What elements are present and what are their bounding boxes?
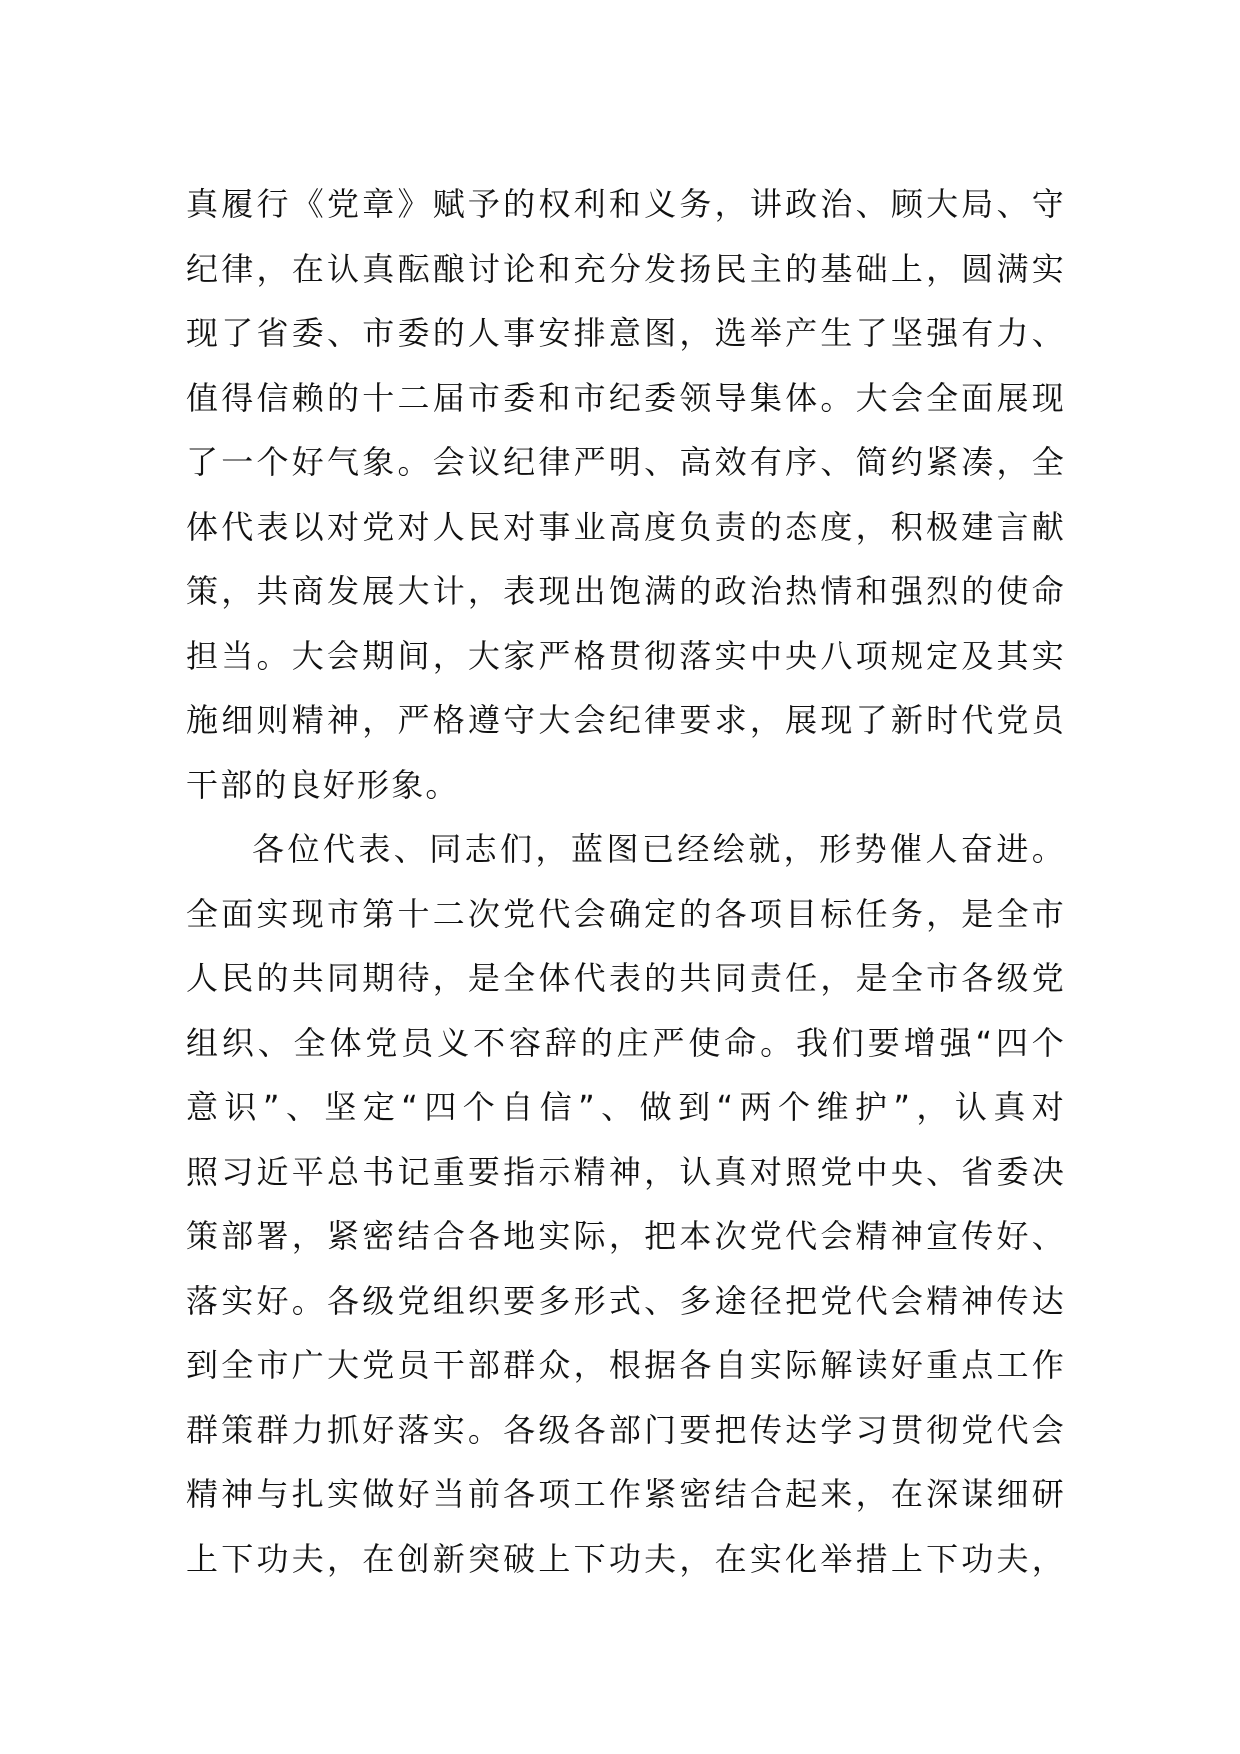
paragraph-line: 人民的共同期待，是全体代表的共同责任，是全市各级党 <box>186 959 1066 997</box>
paragraph-line: 了一个好气象。会议纪律严明、高效有序、简约紧凑，全 <box>186 443 1066 481</box>
paragraph-line: 组织、全体党员义不容辞的庄严使命。我们要增强“四个 <box>186 1023 1066 1062</box>
paragraph-first-line: 各位代表、同志们，蓝图已经绘就，形势催人奋进。 <box>252 830 1066 868</box>
paragraph-line: 到全市广大党员干部群众，根据各自实际解读好重点工作 <box>186 1346 1066 1384</box>
body-text <box>186 172 1066 1591</box>
paragraph-line: 施细则精神，严格遵守大会纪律要求，展现了新时代党员 <box>186 701 1066 739</box>
paragraph-line: 意识”、坚定“四个自信”、做到“两个维护”，认真对 <box>186 1088 1066 1126</box>
paragraph-line: 全面实现市第十二次党代会确定的各项目标任务，是全市 <box>186 894 1066 933</box>
paragraph-line: 落实好。各级党组织要多形式、多途径把党代会精神传达 <box>186 1281 1066 1320</box>
paragraph-line: 策部署，紧密结合各地实际，把本次党代会精神宣传好、 <box>186 1217 1066 1255</box>
paragraph-line: 担当。大会期间，大家严格贯彻落实中央八项规定及其实 <box>186 636 1066 675</box>
paragraph-line: 体代表以对党对人民对事业高度负责的态度，积极建言献 <box>186 507 1066 546</box>
paragraph-line: 上下功夫，在创新突破上下功夫，在实化举措上下功夫， <box>186 1539 1066 1578</box>
paragraph-line: 照习近平总书记重要指示精神，认真对照党中央、省委决 <box>186 1152 1066 1191</box>
paragraph-line: 真履行《党章》赋予的权利和义务，讲政治、顾大局、守 <box>186 185 1066 223</box>
paragraph-line: 群策群力抓好落实。各级各部门要把传达学习贯彻党代会 <box>186 1410 1066 1449</box>
paragraph-line: 值得信赖的十二届市委和市纪委领导集体。大会全面展现 <box>186 378 1066 417</box>
paragraph-line: 纪律，在认真酝酿讨论和充分发扬民主的基础上，圆满实 <box>186 249 1066 288</box>
paragraph-line: 精神与扎实做好当前各项工作紧密结合起来，在深谋细研 <box>186 1475 1066 1513</box>
paragraph-line: 干部的良好形象。 <box>186 765 460 804</box>
paragraph-line: 策，共商发展大计，表现出饱满的政治热情和强烈的使命 <box>186 572 1066 610</box>
paragraph-line: 现了省委、市委的人事安排意图，选举产生了坚强有力、 <box>186 314 1066 352</box>
